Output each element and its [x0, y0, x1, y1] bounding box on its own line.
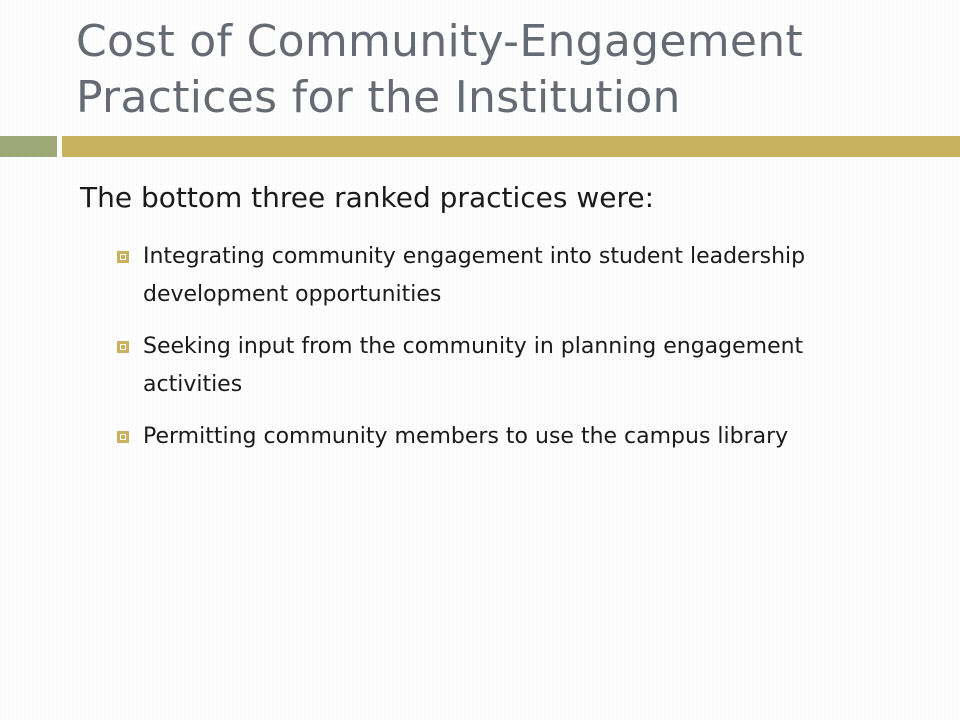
- bullet-text: Permitting community members to use the campus library: [143, 424, 789, 449]
- title-accent-bar-right: [62, 136, 960, 157]
- bullet-text: Seeking input from the community in planning engagement activities: [143, 334, 804, 397]
- bullet-list: [116, 238, 806, 470]
- square-bullet-icon: [117, 431, 129, 443]
- bullet-item: [116, 238, 806, 314]
- bullet-text: Integrating community engagement into student leadership development opportunities: [143, 244, 806, 307]
- slide-title: Cost of Community-Engagement Practices for the Institution: [76, 16, 804, 123]
- bullet-item: [116, 418, 806, 456]
- bullet-item: [116, 328, 806, 404]
- square-bullet-icon: [117, 341, 129, 353]
- title-accent-bar-left: [0, 136, 57, 157]
- slide-subtitle: The bottom three ranked practices were:: [80, 181, 655, 214]
- square-bullet-icon: [117, 251, 129, 263]
